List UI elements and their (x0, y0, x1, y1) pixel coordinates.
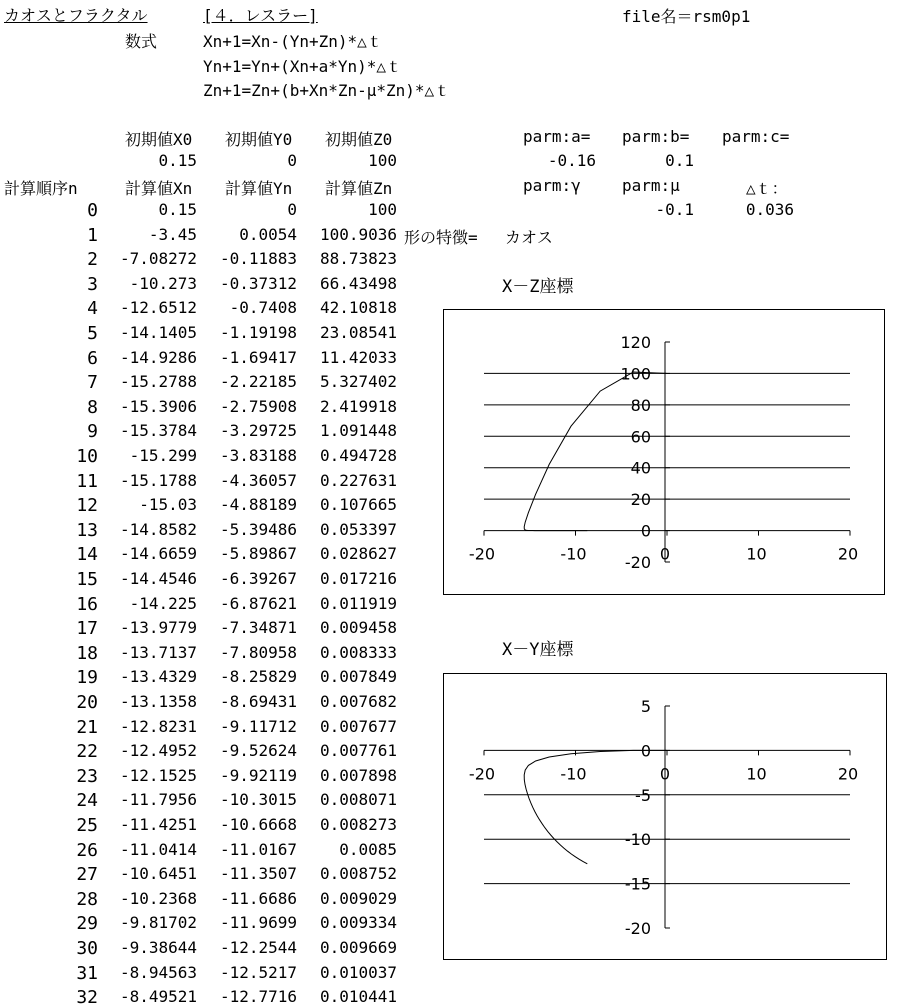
row-zn: 0.053397 (319, 519, 397, 539)
row-xn: -12.6512 (119, 298, 197, 318)
row-n: 14 (76, 544, 98, 566)
row-n: 10 (76, 446, 98, 467)
x0-label: 初期値X0 (125, 130, 193, 149)
row-xn: -8.94563 (119, 962, 197, 982)
row-n: 29 (76, 913, 98, 935)
row-zn: 0.107665 (319, 495, 397, 515)
y-tick-label: -15 (624, 874, 651, 894)
x-tick-label: 0 (659, 544, 671, 564)
row-zn: 5.327402 (319, 372, 397, 392)
param-mu-label: parm:μ (622, 176, 680, 195)
row-zn: 42.10818 (319, 298, 397, 318)
row-yn: -4.88189 (219, 495, 297, 515)
row-xn: -14.4546 (119, 569, 197, 588)
x-tick-label: 10 (746, 764, 767, 784)
y-tick-label: 120 (620, 333, 651, 352)
row-zn: 0.007677 (319, 716, 397, 736)
y-tick-label: 80 (630, 395, 651, 415)
formula-z: Zn+1=Zn+(b+Xn*Zn-μ*Zn)*△ｔ (203, 81, 451, 100)
row-yn: -10.6668 (219, 815, 297, 834)
y0-value: 0 (287, 151, 297, 170)
row-n: 21 (76, 716, 98, 738)
row-xn: -15.2788 (119, 372, 197, 392)
xz-chart-title: X－Z座標 (502, 277, 574, 297)
param-dt-value: 0.036 (745, 200, 794, 219)
row-zn: 100.9036 (319, 224, 397, 244)
row-n: 3 (87, 273, 98, 295)
row-zn: 0.007849 (319, 667, 397, 687)
xz-chart (444, 310, 884, 594)
x-tick-label: -20 (468, 544, 496, 564)
row-yn: -8.25829 (219, 667, 297, 687)
x0-value: 0.15 (158, 151, 197, 170)
row-n: 8 (87, 396, 98, 418)
row-n: 18 (76, 642, 98, 664)
row-xn: -15.3784 (119, 421, 197, 441)
param-a-value: -0.16 (547, 151, 596, 170)
y0-label: 初期値Y0 (225, 130, 293, 149)
y-tick-label: -5 (635, 785, 651, 805)
row-yn: -0.7408 (229, 298, 297, 318)
y-tick-label: 40 (630, 458, 651, 478)
row-xn: -10.6451 (119, 864, 197, 884)
formula-label: 数式 (125, 32, 158, 51)
row-xn: -12.4952 (119, 741, 197, 761)
xy-chart (444, 674, 886, 959)
row-xn: -12.1525 (119, 765, 197, 785)
z0-value: 100 (368, 151, 397, 170)
row-yn: -1.69417 (219, 347, 297, 367)
y-tick-label: 0 (640, 741, 651, 761)
y-tick-label: -20 (624, 553, 651, 572)
row-n: 22 (76, 741, 98, 763)
y-tick-label: 5 (640, 697, 651, 716)
y-tick-label: 20 (630, 490, 651, 510)
formula-x: Xn+1=Xn-(Yn+Zn)*△ｔ (203, 32, 383, 51)
row-n: 0 (87, 200, 98, 221)
formula-y: Yn+1=Yn+(Xn+a*Yn)*△ｔ (203, 57, 403, 76)
col-header-yn: 計算値Yn (225, 179, 293, 198)
row-n: 17 (76, 618, 98, 640)
row-yn: -12.7716 (219, 987, 297, 1007)
row-yn: -2.22185 (219, 372, 297, 392)
row-zn: 2.419918 (319, 396, 397, 416)
row-zn: 0.009029 (319, 888, 397, 908)
row-zn: 0.011919 (319, 593, 397, 613)
row-yn: -11.6686 (219, 888, 297, 908)
row-n: 20 (76, 692, 98, 713)
row-zn: 0.007898 (319, 765, 397, 785)
row-xn: -11.0414 (119, 839, 197, 859)
row-zn: 100 (368, 200, 397, 219)
row-xn: -7.08272 (119, 249, 197, 269)
row-yn: -0.11883 (219, 249, 297, 269)
row-xn: -14.9286 (119, 347, 197, 367)
row-xn: -3.45 (148, 224, 197, 244)
row-xn: -13.4329 (119, 667, 197, 687)
y-tick-label: -10 (624, 830, 651, 850)
x-tick-label: -10 (560, 544, 587, 564)
row-n: 2 (87, 249, 98, 271)
x-tick-label: 20 (837, 764, 859, 784)
row-yn: -0.37312 (219, 273, 297, 293)
xy-chart-title: X－Y座標 (502, 640, 574, 660)
row-zn: 88.73823 (319, 249, 397, 269)
row-n: 23 (76, 765, 98, 787)
x-tick-label: 0 (659, 764, 671, 784)
x-tick-label: -10 (560, 764, 587, 784)
row-yn: -11.3507 (219, 864, 297, 884)
row-zn: 0.008071 (319, 790, 397, 810)
col-header-n: 計算順序n (4, 179, 78, 198)
row-n: 13 (76, 519, 98, 541)
row-xn: -14.8582 (119, 519, 197, 539)
row-n: 25 (76, 815, 98, 836)
col-header-zn: 計算値Zn (325, 179, 393, 198)
feature-value: カオス (505, 228, 553, 247)
row-yn: -8.69431 (219, 692, 297, 711)
y-tick-label: 0 (640, 521, 651, 541)
row-yn: -7.34871 (219, 618, 297, 638)
row-xn: -13.7137 (119, 642, 197, 662)
row-n: 28 (76, 888, 98, 910)
param-dt-label: △ｔ： (746, 179, 788, 198)
row-yn: -9.52624 (219, 741, 297, 761)
row-n: 15 (76, 569, 98, 590)
param-c-label: parm:c= (722, 127, 790, 146)
row-zn: 1.091448 (319, 421, 397, 441)
row-xn: -12.8231 (119, 716, 197, 736)
row-xn: -9.38644 (119, 938, 197, 957)
row-n: 30 (76, 938, 98, 959)
param-a-label: parm:a= (523, 127, 591, 146)
row-zn: 11.42033 (319, 347, 397, 367)
row-yn: -10.3015 (219, 790, 297, 810)
row-zn: 0.0085 (339, 839, 397, 859)
row-zn: 0.227631 (319, 470, 397, 490)
row-xn: -13.1358 (119, 692, 197, 711)
row-n: 12 (76, 495, 98, 517)
row-xn: -13.9779 (119, 618, 197, 638)
param-b-label: parm:b= (622, 127, 690, 146)
x-tick-label: 10 (746, 544, 767, 564)
row-xn: -8.49521 (119, 987, 197, 1007)
row-zn: 0.008273 (319, 815, 397, 834)
row-zn: 0.010441 (319, 987, 397, 1007)
row-xn: -15.1788 (119, 470, 197, 490)
row-yn: -7.80958 (219, 642, 297, 662)
row-xn: -15.3906 (119, 396, 197, 416)
row-yn: -4.36057 (219, 470, 297, 490)
row-n: 31 (76, 962, 98, 984)
file-name-label: file名＝rsm0p1 (622, 7, 751, 26)
col-header-xn: 計算値Xn (125, 179, 193, 198)
row-yn: -5.39486 (219, 519, 297, 539)
row-xn: -14.6659 (119, 544, 197, 564)
row-zn: 0.009334 (319, 913, 397, 933)
y-tick-label: 60 (630, 427, 651, 447)
row-xn: -11.7956 (119, 790, 197, 810)
row-n: 4 (87, 298, 98, 320)
row-n: 1 (87, 224, 98, 246)
row-yn: -5.89867 (219, 544, 297, 564)
row-n: 16 (76, 593, 98, 615)
row-yn: -11.0167 (219, 839, 297, 859)
app-title: カオスとフラクタル (4, 6, 148, 25)
row-yn: 0 (287, 200, 297, 219)
row-zn: 0.008752 (319, 864, 397, 884)
x-tick-label: 20 (837, 544, 859, 564)
row-zn: 0.009458 (319, 618, 397, 638)
row-zn: 23.08541 (319, 323, 397, 342)
row-xn: 0.15 (158, 200, 197, 219)
row-zn: 0.010037 (319, 962, 397, 982)
row-n: 19 (76, 667, 98, 689)
xz-chart-panel (443, 309, 885, 595)
row-zn: 0.007761 (319, 741, 397, 761)
row-zn: 0.008333 (319, 642, 397, 662)
row-yn: -12.2544 (219, 938, 297, 957)
row-zn: 0.494728 (319, 446, 397, 465)
row-yn: -9.11712 (219, 716, 297, 736)
row-zn: 0.009669 (319, 938, 397, 957)
param-b-value: 0.1 (665, 151, 694, 170)
row-xn: -11.4251 (119, 815, 197, 834)
row-zn: 66.43498 (319, 273, 397, 293)
row-n: 27 (76, 864, 98, 886)
row-yn: -6.87621 (219, 593, 297, 613)
x-tick-label: -20 (468, 764, 496, 784)
row-yn: -1.19198 (219, 323, 297, 342)
row-yn: -9.92119 (219, 765, 297, 785)
row-yn: -11.9699 (219, 913, 297, 933)
row-n: 24 (76, 790, 98, 812)
xy-chart-panel (443, 673, 887, 960)
feature-label: 形の特徴= (404, 228, 478, 247)
row-xn: -15.299 (129, 446, 197, 465)
row-xn: -14.225 (129, 593, 197, 613)
row-zn: 0.028627 (319, 544, 397, 564)
row-n: 32 (76, 987, 98, 1008)
row-xn: -14.1405 (119, 323, 197, 342)
row-xn: -10.2368 (119, 888, 197, 908)
row-zn: 0.017216 (319, 569, 397, 588)
row-n: 6 (87, 347, 98, 369)
row-yn: -3.29725 (219, 421, 297, 441)
y-tick-label: -20 (624, 919, 651, 938)
row-yn: -3.83188 (219, 446, 297, 465)
row-xn: -15.03 (139, 495, 197, 515)
row-n: 9 (87, 421, 98, 443)
row-n: 5 (87, 323, 98, 344)
z0-label: 初期値Z0 (325, 130, 393, 149)
row-yn: -6.39267 (219, 569, 297, 588)
section-subtitle: [４．レスラー] (203, 6, 318, 25)
row-yn: 0.0054 (239, 224, 297, 244)
row-n: 7 (87, 372, 98, 394)
param-mu-value: -0.1 (655, 200, 694, 219)
row-yn: -12.5217 (219, 962, 297, 982)
row-n: 26 (76, 839, 98, 861)
row-zn: 0.007682 (319, 692, 397, 711)
row-xn: -9.81702 (119, 913, 197, 933)
param-gamma-label: parm:γ (523, 176, 581, 195)
y-tick-label: 100 (620, 364, 651, 384)
row-xn: -10.273 (129, 273, 197, 293)
row-yn: -2.75908 (219, 396, 297, 416)
row-n: 11 (76, 470, 98, 492)
